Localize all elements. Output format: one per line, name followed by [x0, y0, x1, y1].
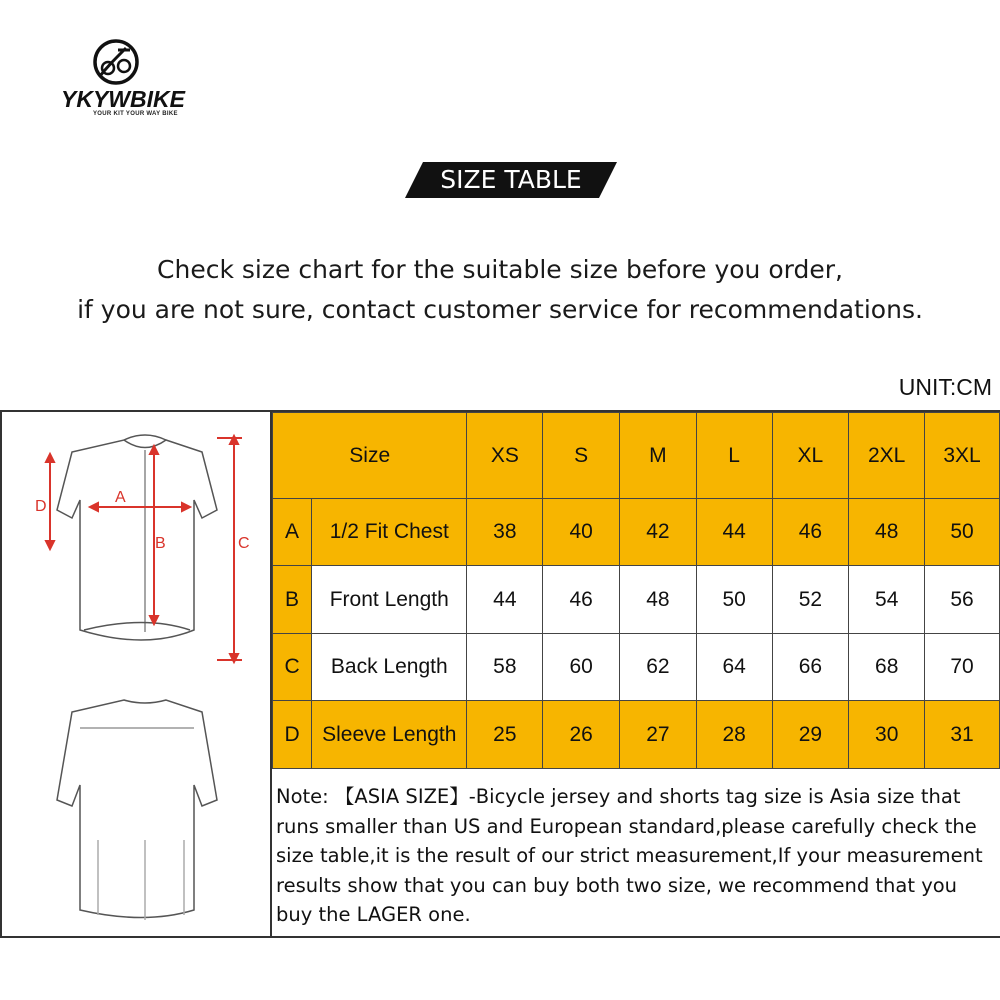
cell-value: 46 — [772, 499, 849, 566]
cell-value: 68 — [849, 634, 925, 701]
cell-value: 64 — [696, 634, 772, 701]
header-m: M — [620, 413, 697, 499]
header-xl: XL — [772, 413, 849, 499]
row-code: D — [273, 701, 312, 769]
cell-value: 66 — [772, 634, 849, 701]
row-code: A — [273, 499, 312, 566]
header-3xl: 3XL — [925, 413, 1000, 499]
jersey-diagram — [2, 410, 270, 934]
table-row — [273, 701, 1000, 769]
cell-value: 42 — [620, 499, 697, 566]
page-title: SIZE TABLE — [440, 165, 582, 194]
diagram-label-b: B — [155, 535, 166, 552]
cell-value: 48 — [849, 499, 925, 566]
note-line: results show that you can buy both two size, we recommend that you — [276, 873, 958, 897]
header-2xl: 2XL — [849, 413, 925, 499]
header-xs: XS — [467, 413, 543, 499]
intro-line-2: if you are not sure, contact customer service for recommendations. — [77, 295, 923, 324]
intro-line-1: Check size chart for the suitable size before you order, — [157, 255, 843, 284]
cell-value: 44 — [696, 499, 772, 566]
cell-value: 44 — [467, 566, 543, 634]
brand-logo — [38, 36, 218, 126]
note-line: runs smaller than US and European standard,please carefully check the — [276, 814, 977, 838]
header-s: S — [543, 413, 620, 499]
cell-value: 25 — [467, 701, 543, 769]
cell-value: 29 — [772, 701, 849, 769]
cell-value: 31 — [925, 701, 1000, 769]
unit-label: UNIT:CM — [898, 374, 992, 400]
cell-value: 38 — [467, 499, 543, 566]
cell-value: 26 — [543, 701, 620, 769]
size-table — [272, 412, 1000, 769]
row-label: Sleeve Length — [312, 701, 467, 769]
row-label: Front Length — [312, 566, 467, 634]
table-header-row — [273, 413, 1000, 499]
cell-value: 50 — [925, 499, 1000, 566]
table-row — [273, 566, 1000, 634]
row-code: C — [273, 634, 312, 701]
cell-value: 28 — [696, 701, 772, 769]
header-size: Size — [273, 413, 467, 499]
cell-value: 46 — [543, 566, 620, 634]
cell-value: 54 — [849, 566, 925, 634]
cell-value: 62 — [620, 634, 697, 701]
cell-value: 30 — [849, 701, 925, 769]
brand-name: YKYWBIKE — [61, 86, 185, 112]
brand-tagline: YOUR KIT YOUR WAY BIKE — [93, 111, 178, 117]
cell-value: 70 — [925, 634, 1000, 701]
row-label: Back Length — [312, 634, 467, 701]
cell-value: 52 — [772, 566, 849, 634]
table-row — [273, 499, 1000, 566]
note-line: Note: 【ASIA SIZE】-Bicycle jersey and shorts tag size is Asia size that — [276, 785, 961, 808]
table-row — [273, 634, 1000, 701]
diagram-label-c: C — [238, 535, 250, 552]
cell-value: 58 — [467, 634, 543, 701]
cell-value: 56 — [925, 566, 1000, 634]
header-l: L — [696, 413, 772, 499]
jersey-diagram-panel — [0, 410, 272, 938]
asia-size-note — [276, 782, 996, 930]
cell-value: 50 — [696, 566, 772, 634]
intro-text — [0, 250, 1000, 330]
cell-value: 48 — [620, 566, 697, 634]
row-code: B — [273, 566, 312, 634]
cell-value: 27 — [620, 701, 697, 769]
note-line: size table,it is the result of our strict measurement,If your measurement — [276, 844, 983, 867]
note-line: buy the LAGER one. — [276, 903, 471, 926]
cell-value: 60 — [543, 634, 620, 701]
diagram-label-d: D — [35, 498, 47, 515]
cell-value: 40 — [543, 499, 620, 566]
row-label: 1/2 Fit Chest — [312, 499, 467, 566]
size-table-banner — [405, 162, 617, 198]
diagram-label-a: A — [115, 489, 126, 506]
